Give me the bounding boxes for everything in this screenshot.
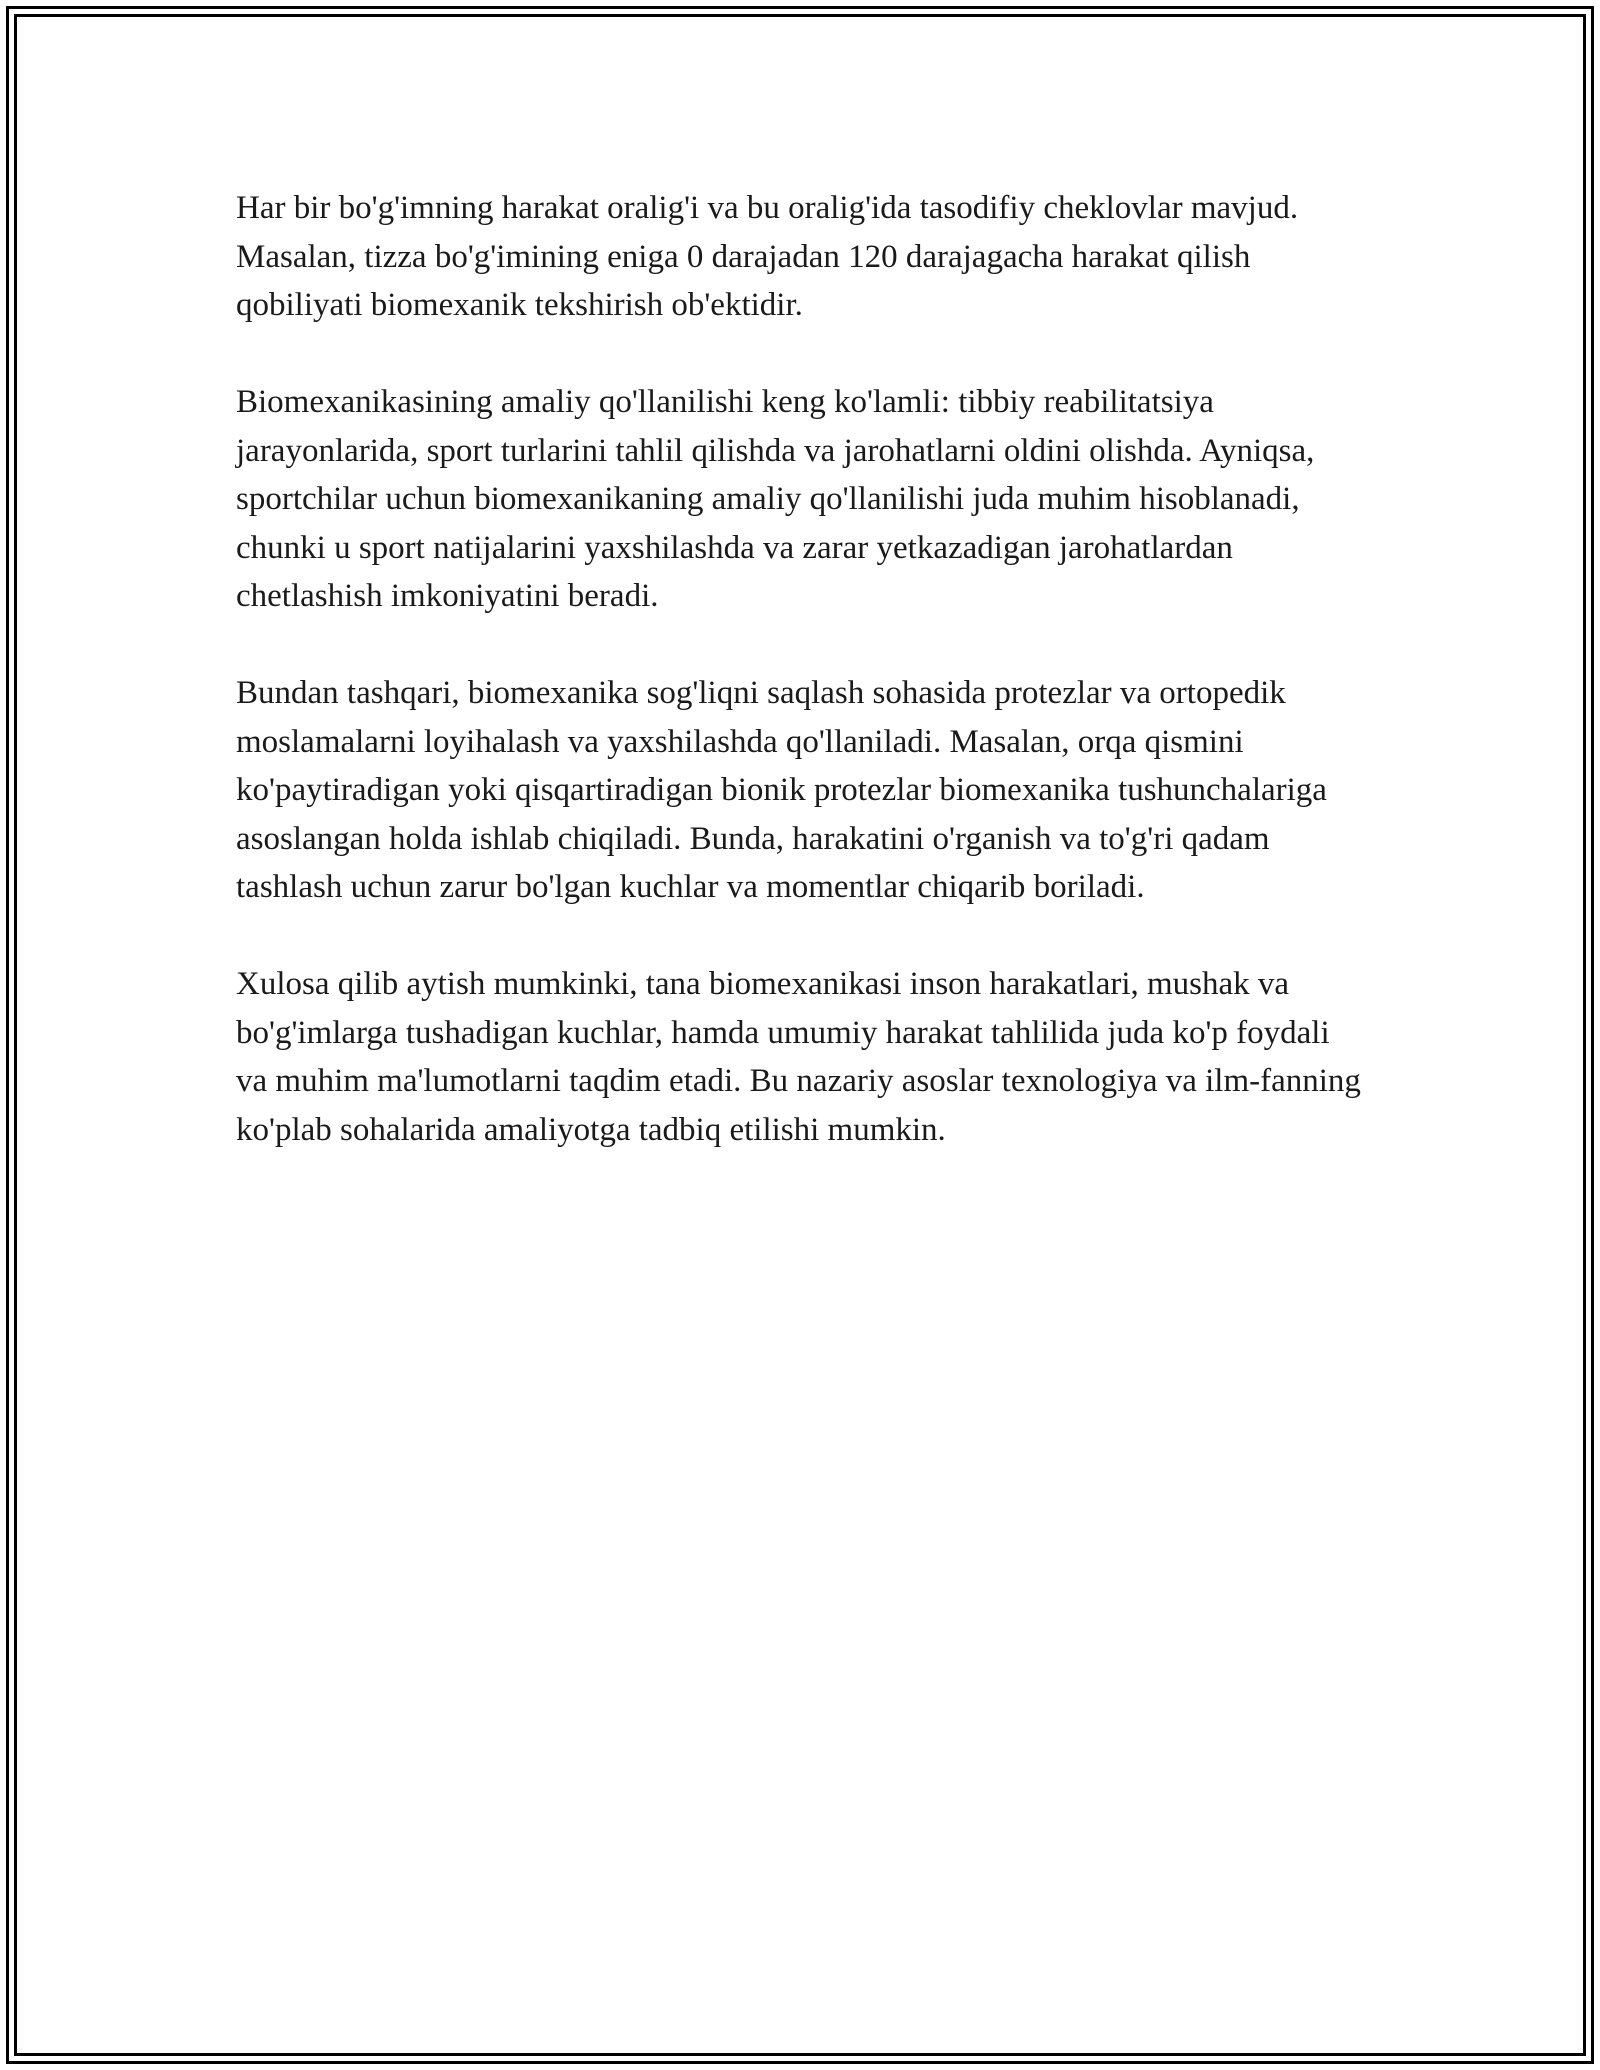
paragraph-prosthetics: Bundan tashqari, biomexanika sog'liqni saqlash sohasida protezlar va ortopedik moslamalarni loyihalash va yaxshilashda qo'llaniladi. Masalan, orqa qismini ko'paytiradigan yoki qisqartiradigan bionik protezlar biomexanika tushunchalariga asoslangan holda ishlab chiqiladi. Bunda, harakatini o'rganish va to'g'ri qadam tashlash uchun zarur bo'lgan kuchlar va momentlar chiqarib boriladi. — [236, 675, 1327, 905]
paragraph-practical-applications: Biomexanikasining amaliy qo'llanilishi keng ko'lamli: tibbiy reabilitatsiya jarayonlarida, sport turlarini tahlil qilishda va jarohatlarni oldini olishda. Ayniqsa, sportchilar uchun biomexanikaning amaliy qo'llanilishi juda muhim hisoblanadi, chunki u sport natijalarini yaxshilashda va zarar yetkazadigan jarohatlardan chetlashish imkoniyatini beradi. — [236, 384, 1315, 614]
paragraph-joint-range: Har bir bo'g'imning harakat oralig'i va bu oralig'ida tasodifiy cheklovlar mavjud. Masalan, tizza bo'g'imining eniga 0 darajadan 120 darajagacha harakat qilish qobiliyati biomexanik tekshirish ob'ektidir. — [236, 190, 1299, 323]
document-body — [236, 184, 1366, 1203]
paragraph-conclusion: Xulosa qilib aytish mumkinki, tana biomexanikasi inson harakatlari, mushak va bo'g'imlarga tushadigan kuchlar, hamda umumiy harakat tahlilida juda ko'p foydali va muhim ma'lumotlarni taqdim etadi. Bu nazariy asoslar texnologiya va ilm-fanning ko'plab sohalarida amaliyotga tadbiq etilishi mumkin. — [236, 966, 1361, 1148]
